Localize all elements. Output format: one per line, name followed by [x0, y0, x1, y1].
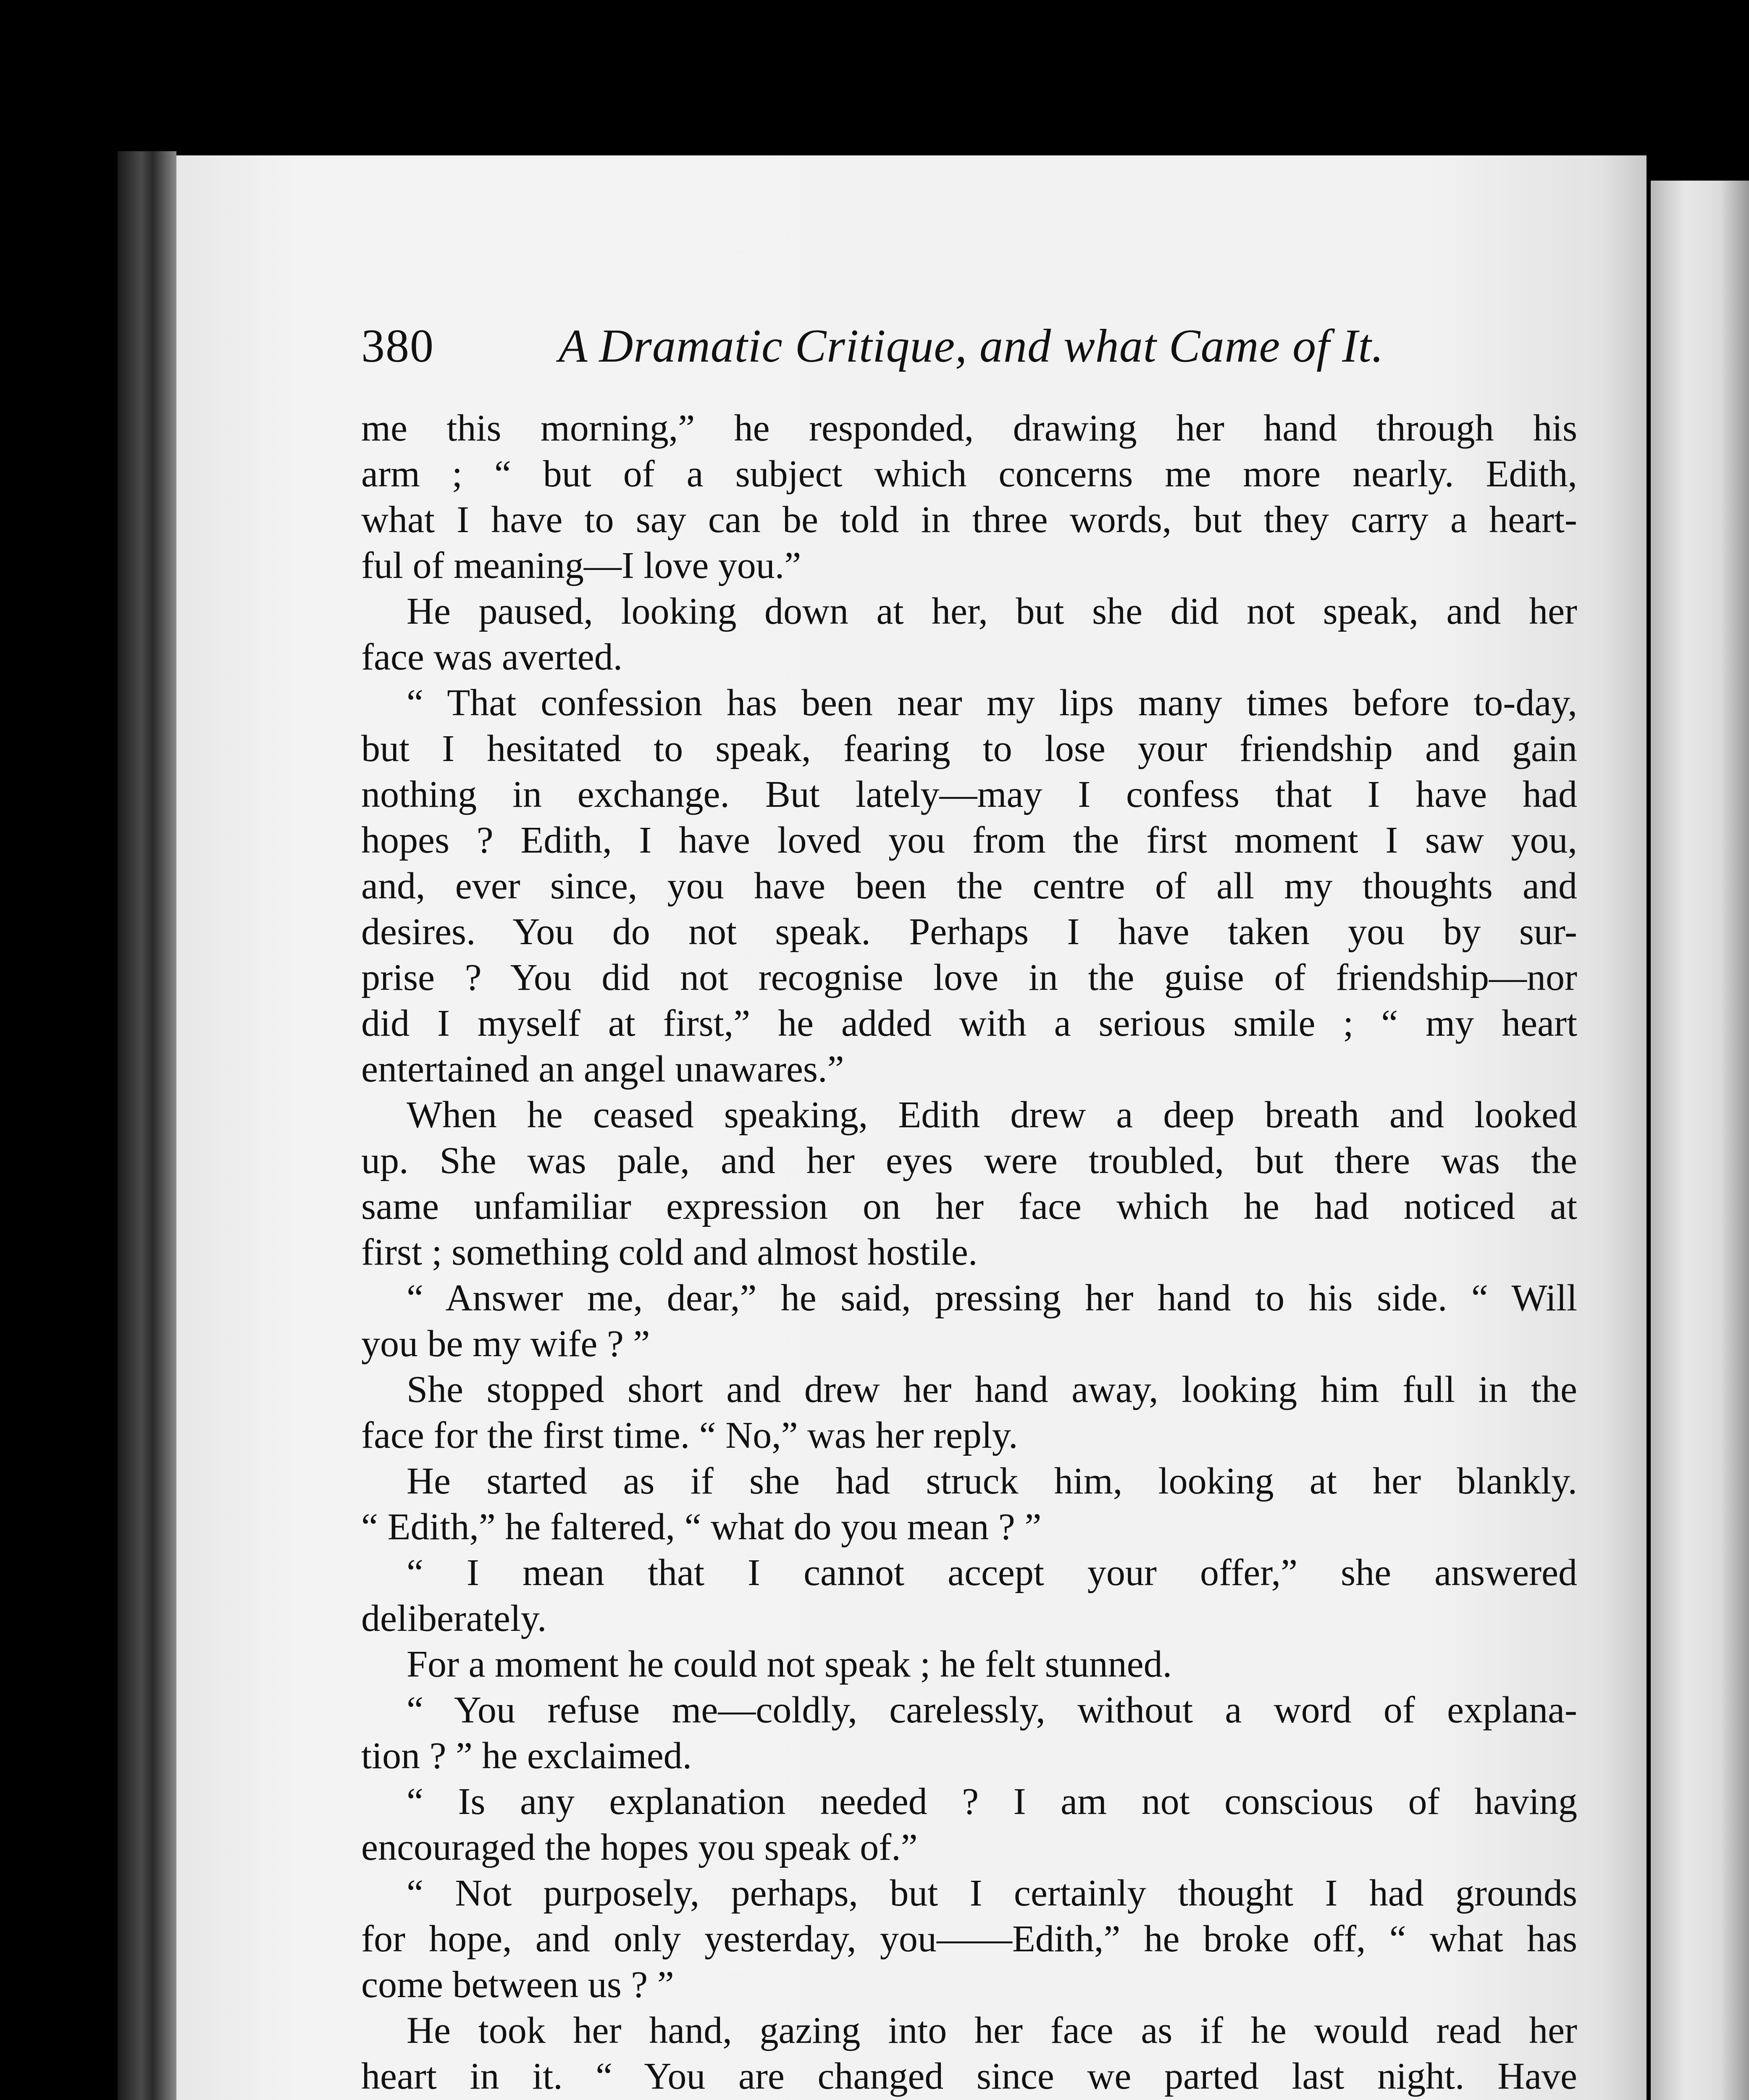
text-line: “ I mean that I cannot accept your offer,” she answered [407, 1552, 1577, 1593]
text-line: for hope, and only yesterday, you——Edith,” he broke off, “ what has [361, 1918, 1577, 1960]
text-line: tion ? ” he exclaimed. [361, 1735, 692, 1777]
text-line: face was averted. [361, 636, 623, 678]
text-line: face for the first time. “ No,” was her reply. [361, 1415, 1018, 1456]
text-line: He paused, looking down at her, but she did not speak, and her [407, 591, 1577, 632]
text-line: When he ceased speaking, Edith drew a deep breath and looked [407, 1094, 1577, 1136]
text-line: “ You refuse me—coldly, carelessly, without a word of explana- [407, 1689, 1577, 1731]
text-line: prise ? You did not recognise love in the guise of friendship—nor [361, 957, 1577, 998]
text-line: but I hesitated to speak, fearing to lose your friendship and gain [361, 728, 1577, 769]
text-line: “ Answer me, dear,” he said, pressing her hand to his side. “ Will [407, 1277, 1577, 1319]
text-line: up. She was pale, and her eyes were troubled, but there was the [361, 1140, 1577, 1181]
text-line: first ; something cold and almost hostile. [361, 1231, 978, 1273]
text-line: “ Edith,” he faltered, “ what do you mean ? ” [361, 1506, 1042, 1548]
body-text [361, 405, 1577, 2100]
text-line: heart in it. “ You are changed since we parted last night. Have [361, 2055, 1577, 2097]
text-line: “ Is any explanation needed ? I am not conscious of having [407, 1781, 1577, 1822]
text-line: what I have to say can be told in three words, but they carry a heart- [361, 499, 1577, 541]
text-line: He started as if she had struck him, looking at her blankly. [407, 1460, 1577, 1502]
text-line: nothing in exchange. But lately—may I confess that I have had [361, 774, 1577, 815]
text-line: come between us ? ” [361, 1964, 674, 2006]
text-line: hopes ? Edith, I have loved you from the first moment I saw you, [361, 819, 1577, 861]
page-number: 380 [361, 320, 434, 372]
text-line: She stopped short and drew her hand away, looking him full in the [407, 1369, 1577, 1410]
text-line: you be my wife ? ” [361, 1323, 650, 1365]
text-line: me this morning,” he responded, drawing her hand through his [361, 407, 1577, 449]
page-header [361, 319, 1579, 378]
book-spine [118, 151, 176, 2100]
running-title: A Dramatic Critique, and what Came of It. [559, 320, 1384, 372]
text-line: and, ever since, you have been the centre of all my thoughts and [361, 865, 1577, 907]
text-line: encouraged the hopes you speak of.” [361, 1827, 918, 1868]
page-edges [1651, 181, 1749, 2100]
text-line: entertained an angel unawares.” [361, 1048, 844, 1090]
text-line: arm ; “ but of a subject which concerns me more nearly. Edith, [361, 453, 1577, 495]
text-line: “ That confession has been near my lips many times before to-day, [407, 682, 1577, 724]
text-line: For a moment he could not speak ; he felt stunned. [407, 1643, 1172, 1685]
text-line: same unfamiliar expression on her face which he had noticed at [361, 1186, 1577, 1227]
text-line: did I myself at first,” he added with a serious smile ; “ my heart [361, 1003, 1577, 1044]
text-line: “ Not purposely, perhaps, but I certainly thought I had grounds [407, 1872, 1577, 1914]
text-line: ful of meaning—I love you.” [361, 545, 801, 586]
text-line: deliberately. [361, 1598, 547, 1639]
text-line: He took her hand, gazing into her face as if he would read her [407, 2010, 1577, 2051]
text-line: desires. You do not speak. Perhaps I have taken you by sur- [361, 911, 1577, 953]
